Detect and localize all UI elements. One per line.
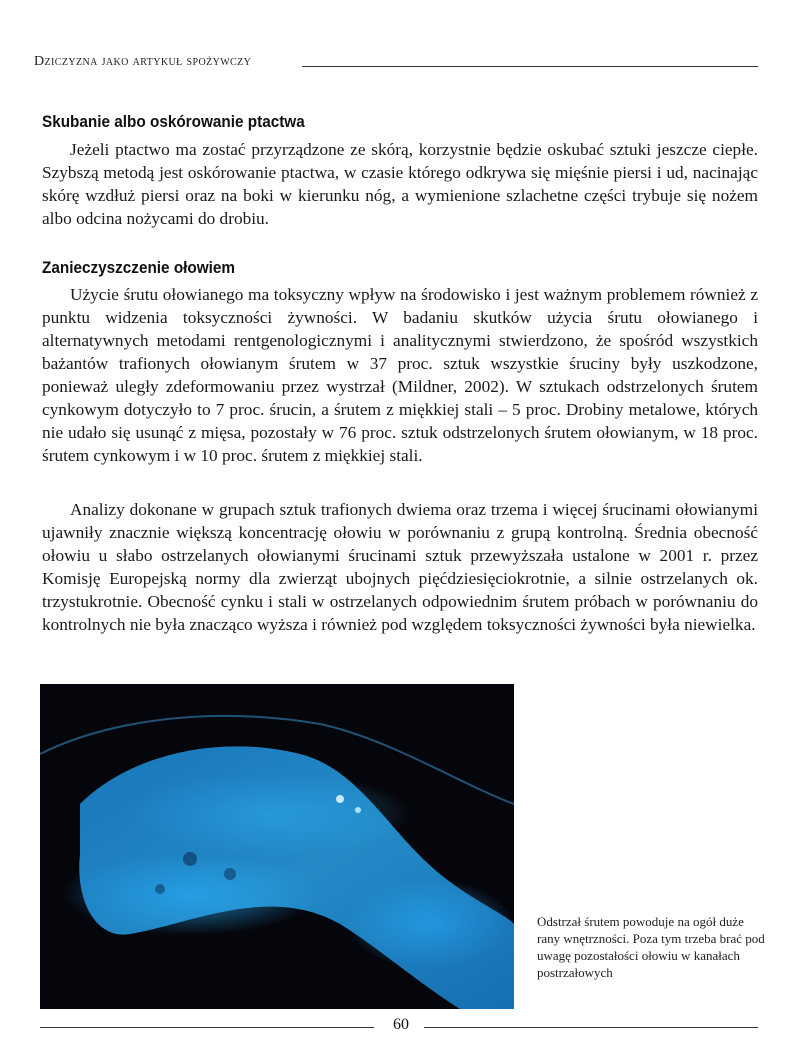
page-number: 60: [393, 1016, 409, 1033]
section-heading-plucking: Skubanie albo oskórowanie ptactwa: [42, 112, 305, 131]
footer-rule-left: [40, 1027, 374, 1028]
xray-photo: [40, 684, 514, 1009]
header-rule: [302, 66, 758, 67]
figure-caption: Odstrzał śrutem powoduje na ogół duże rany wnętrzności. Poza tym trzeba brać pod uwagę pozostałości ołowiu w kanałach postrzałowych: [537, 914, 765, 980]
paragraph-lead-2: Analizy dokonane w grupach sztuk trafionych dwiema oraz trzema i więcej śrucinami ołowianymi ujawniły znacznie większą koncentrację ołowiu w porównaniu z grupą kontrolną. Średnia obecność ołowiu u słabo ostrzelanych ołowianymi śrucinami sztuk przewyższała ustalone w 2001 r. przez Komisję Europejską normy dla zwierząt ubojnych pięćdziesięciokrotnie, a silnie ostrzelanych ok. trzystukrotnie. Obecność cynku i stali w ostrzelanych odpowiednim śrutem próbach w porównaniu do kontrolnych nie była znacząco wyższa i również pod względem toksyczności żywności była niewielka.: [42, 500, 758, 634]
footer-rule-right: [424, 1027, 758, 1028]
xray-image-art: [40, 684, 514, 1009]
running-title: Dziczyzna jako artykuł spożywczy: [34, 54, 252, 69]
running-header: [34, 54, 758, 76]
paragraph-lead-1: Użycie śrutu ołowianego ma toksyczny wpływ na środowisko i jest ważnym problemem również z punktu widzenia toksyczności żywności. W badaniu skutków użycia śrutu ołowianego i alternatywnych metodami rentgenologicznymi i analitycznymi stwierdzono, że spośród wszystkich bażantów trafionych ołowianym śrutem w 37 proc. sztuk wszystkie śruciny były uszkodzone, ponieważ uległy zdeformowaniu przez wystrzał (Mildner, 2002). W sztukach odstrzelonych śrutem cynkowym dotyczyło to 7 proc. śrucin, a śrutem z miękkiej stali – 5 proc. Drobiny metalowe, których nie udało się usunąć z mięsa, pozostały w 76 proc. sztuk odstrzelonych śrutem ołowianym, w 18 proc. śrutem cynkowym i w 10 proc. śrutem z miękkiej stali.: [42, 285, 758, 465]
xray-body-shape: [79, 746, 514, 1009]
page-footer: [40, 1016, 758, 1036]
section-heading-lead: Zanieczyszczenie ołowiem: [42, 258, 236, 277]
paragraph-plucking: Jeżeli ptactwo ma zostać przyrządzone ze skórą, korzystnie będzie oskubać sztuki jeszcze ciepłe. Szybszą metodą jest oskórowanie ptactwa, w czasie którego odkrywa się mięśnie piersi i ud, nacinając skórę wzdłuż piersi oraz na boki w kierunku nóg, a wymienione szlachetne części trybuje się nożem albo odcina nożycami do drobiu.: [42, 140, 758, 228]
